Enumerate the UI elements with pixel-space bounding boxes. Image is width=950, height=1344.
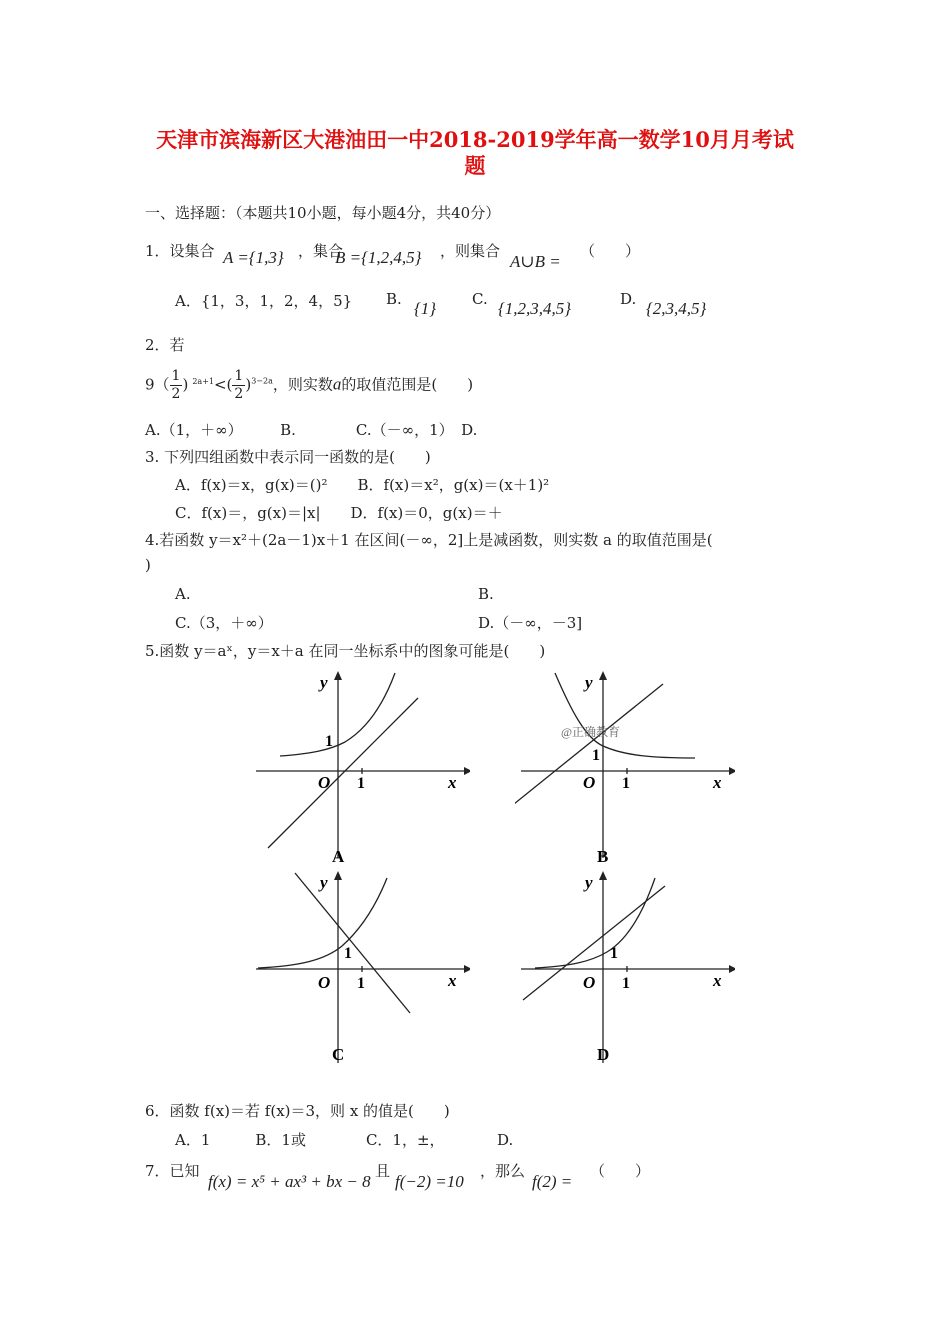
q2-numerator-1: 1 xyxy=(171,368,181,384)
graph-d-one-y: 1 xyxy=(610,945,618,962)
q2-fraction-1 xyxy=(170,368,183,403)
q7-ask: f(2) = xyxy=(532,1172,573,1191)
q1-option-c: {1,2,3,4,5} xyxy=(498,299,572,318)
q2-exponent-2: 3−2a xyxy=(251,376,273,386)
graph-c-letter: C xyxy=(332,1045,345,1064)
q1-option-b-label: B. xyxy=(386,290,402,308)
graph-a xyxy=(250,668,470,868)
doc-title-line2: 题 xyxy=(464,153,486,178)
q2-var: a xyxy=(332,374,342,394)
q1-option-a: A．{1，3，1，2，4，5} xyxy=(175,292,353,310)
q1-paren: （ ） xyxy=(580,242,641,260)
graph-c-one-y: 1 xyxy=(344,945,352,962)
q2-expression: 9（ $\frac{1}{2}$ ) $^{2a+1}$<( $\frac{1}{2}$ )$^{3-2a}$，则实数a的取值范围是( ) xyxy=(145,368,474,402)
q3-options-cd: C．f(x)＝，g(x)＝|x| D．f(x)＝0，g(x)＝＋ xyxy=(175,504,503,522)
graph-a-one-y: 1 xyxy=(325,733,333,750)
graph-c-x-label: x xyxy=(448,971,457,990)
q3-stem: 3. 下列四组函数中表示同一函数的是( ) xyxy=(145,448,431,466)
q2-tail: ，则实数 xyxy=(272,375,333,394)
graph-d-y-label: y xyxy=(585,873,593,892)
graph-b-origin: O xyxy=(583,773,596,792)
q1-union: A∪B = xyxy=(510,252,561,271)
q1-set-b: B ={1,2,4,5} xyxy=(335,248,422,267)
q1-word2: ，则集合 xyxy=(440,242,501,260)
q6-options: A．1 B．1或 C．1，±， D. xyxy=(175,1131,514,1149)
graph-a-origin: O xyxy=(318,773,331,792)
q2-denominator-1: 2 xyxy=(171,386,181,402)
q1-label: 1．设集合 xyxy=(145,242,215,260)
graph-a-one-x: 1 xyxy=(357,775,365,792)
q7-then: ，那么 xyxy=(480,1162,526,1180)
graph-b-x-label: x xyxy=(713,773,722,792)
graph-c-one-x: 1 xyxy=(357,975,365,992)
graph-d-origin: O xyxy=(583,973,596,992)
q7-and: 且 xyxy=(375,1162,391,1180)
q7-paren: （ ） xyxy=(590,1162,651,1180)
q1-option-c-label: C. xyxy=(472,290,488,308)
q7-condition: f(−2) =10 xyxy=(395,1172,464,1191)
graph-a-x-label: x xyxy=(448,773,457,792)
graph-d-one-x: 1 xyxy=(622,975,630,992)
q2-exponent-1: 2a+1 xyxy=(192,376,214,386)
q2-numerator-2: 1 xyxy=(234,368,244,384)
q1-word: ，集合 xyxy=(298,242,344,260)
q2-label: 2．若 xyxy=(145,336,185,354)
q1-set-a: A ={1,3} xyxy=(223,248,284,267)
graph-d xyxy=(515,868,735,1068)
section-heading: 一、选择题：（本题共10小题，每小题4分，共40分） xyxy=(145,204,501,222)
q3-options-ab: A．f(x)＝x，g(x)＝()² B．f(x)＝x²，g(x)＝(x＋1)² xyxy=(175,476,550,494)
graph-b-letter: B xyxy=(597,847,609,866)
q4-option-a: A. xyxy=(175,585,191,603)
q4-option-c: C.（3，＋∞） xyxy=(175,614,273,632)
q2-prefix: 9（ xyxy=(145,375,170,394)
q1-option-d-label: D. xyxy=(620,290,637,308)
watermark: @正确教育 xyxy=(561,725,621,739)
graph-c-y-label: y xyxy=(320,873,328,892)
q2-less-than: <( xyxy=(213,375,233,394)
graph-d-x-label: x xyxy=(713,971,722,990)
graph-b-y-label: y xyxy=(585,673,593,692)
q4-stem: 4.若函数 y＝x²＋(2a－1)x＋1 在区间(－∞，2]上是减函数，则实数 a 的取值范围是( xyxy=(145,531,713,549)
q6-stem: 6．函数 f(x)＝若 f(x)＝3，则 x 的值是( ) xyxy=(145,1102,450,1120)
q2-tail2: 的取值范围是( ) xyxy=(341,375,474,394)
graph-c-origin: O xyxy=(318,973,331,992)
q4-option-b: B. xyxy=(478,585,494,603)
graph-d-letter: D xyxy=(597,1045,610,1064)
graph-b-one-x: 1 xyxy=(622,775,630,792)
q4-stem-end: ) xyxy=(145,556,151,574)
graph-b xyxy=(515,668,735,868)
q2-options: A.（1，＋∞） B. C.（－∞，1） D. xyxy=(145,421,478,439)
q7-label: 7．已知 xyxy=(145,1162,200,1180)
q7-function: f(x) = x⁵ + ax³ + bx − 8 xyxy=(208,1172,371,1191)
graph-a-y-label: y xyxy=(320,673,328,692)
q5-stem: 5.函数 y＝aˣ，y＝x＋a 在同一坐标系中的图象可能是( ) xyxy=(145,642,546,660)
graph-b-one-y: 1 xyxy=(592,747,600,764)
q2-denominator-2: 2 xyxy=(234,386,244,402)
graph-c xyxy=(250,868,470,1068)
q1-option-d: {2,3,4,5} xyxy=(646,299,707,318)
doc-title-line1: 天津市滨海新区大港油田一中2018-2019学年高一数学10月月考试 xyxy=(156,127,794,152)
q1-option-b: {1} xyxy=(414,299,437,318)
graph-a-letter: A xyxy=(332,847,345,866)
q2-fraction-2 xyxy=(232,368,245,403)
q4-option-d: D.（－∞，－3] xyxy=(478,614,583,632)
